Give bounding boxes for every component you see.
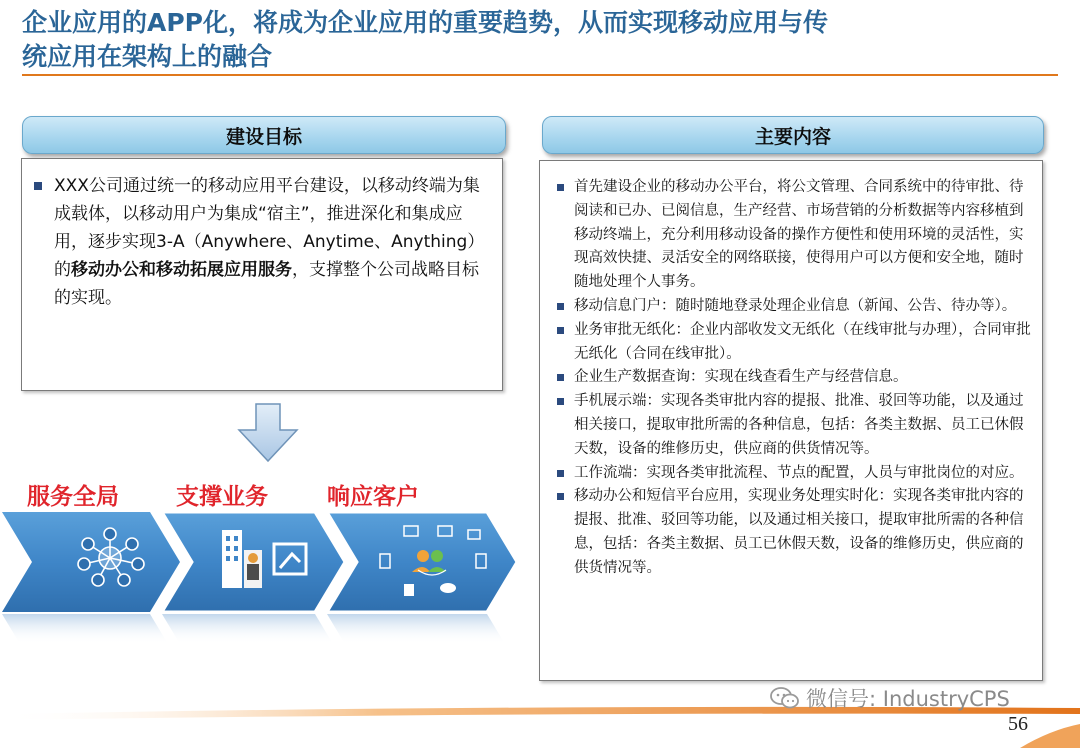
list-item: 首先建设企业的移动办公平台，将公文管理、合同系统中的待审批、待阅读和已办、已阅信息，生产经营、市场营销的分析数据等内容移植到移动终端上，充分利用移动设备的操作方便性和使用环境的灵活性，实现高效快捷、灵活安全的网络联接，使得用户可以方便和安全地，随时随地处理个人事务。	[556, 176, 1032, 295]
title-line-1: 企业应用的APP化，将成为企业应用的重要趋势，从而实现移动应用与传	[22, 8, 828, 37]
right-panel-header-label: 主要内容	[754, 125, 831, 148]
wechat-watermark	[770, 683, 1010, 713]
chevron-3	[327, 512, 517, 644]
wechat-icon	[770, 686, 800, 710]
left-text-bold: 移动办公和移动拓展应用服务	[71, 260, 292, 280]
bullet-marker	[34, 182, 42, 190]
chevron-1	[2, 512, 180, 644]
left-panel-text	[54, 172, 494, 312]
watermark-text: 微信号: IndustryCPS	[806, 687, 1010, 711]
list-item: 工作流端：实现各类审批流程、节点的配置，人员与审批岗位的对应。	[556, 462, 1032, 486]
down-arrow-icon	[236, 402, 300, 464]
left-panel-header-label: 建设目标	[225, 125, 302, 148]
page-title	[22, 6, 1062, 74]
chevron-band	[0, 500, 540, 646]
label-serve-global: 服务全局	[27, 484, 119, 510]
list-item: 企业生产数据查询：实现在线查看生产与经营信息。	[556, 366, 1032, 390]
right-panel-header	[542, 116, 1044, 154]
page-number: 56	[1008, 713, 1028, 735]
left-text-part1: XXX公司通过统一的移动应用平台建设，以移动终端为集成载体，以移动用户为集成“宿主”，推进深化和集成应用，逐步实现3-A（Anywhere、Anytime、Anything）的	[54, 176, 485, 280]
list-item: 移动办公和短信平台应用，实现业务处理实时化：实现各类审批内容的提报、批准、驳回等功能，以及通过相关接口，提取审批所需的各种信息，包括：各类主数据、员工已休假天数，设备的维修历史，供应商的供货情况等。	[556, 485, 1032, 580]
right-panel-list	[556, 176, 1032, 581]
list-item: 业务审批无纸化：企业内部收发文无纸化（在线审批与办理），合同审批无纸化（合同在线审批）。	[556, 319, 1032, 367]
label-respond-customer: 响应客户	[327, 484, 419, 510]
label-support-business: 支撑业务	[176, 484, 268, 510]
list-item: 手机展示端：实现各类审批内容的提报、批准、驳回等功能，以及通过相关接口，提取审批所需的各种信息，包括：各类主数据、员工已休假天数，设备的维修历史，供应商的供货情况等。	[556, 390, 1032, 461]
list-item: 移动信息门户：随时随地登录处理企业信息（新闻、公告、待办等）。	[556, 295, 1032, 319]
title-line-2: 统应用在架构上的融合	[22, 42, 273, 71]
title-divider	[22, 74, 1058, 76]
left-text-part2: ，支撑整个公司战略目标的实现。	[54, 260, 479, 308]
left-panel-header	[22, 116, 506, 154]
